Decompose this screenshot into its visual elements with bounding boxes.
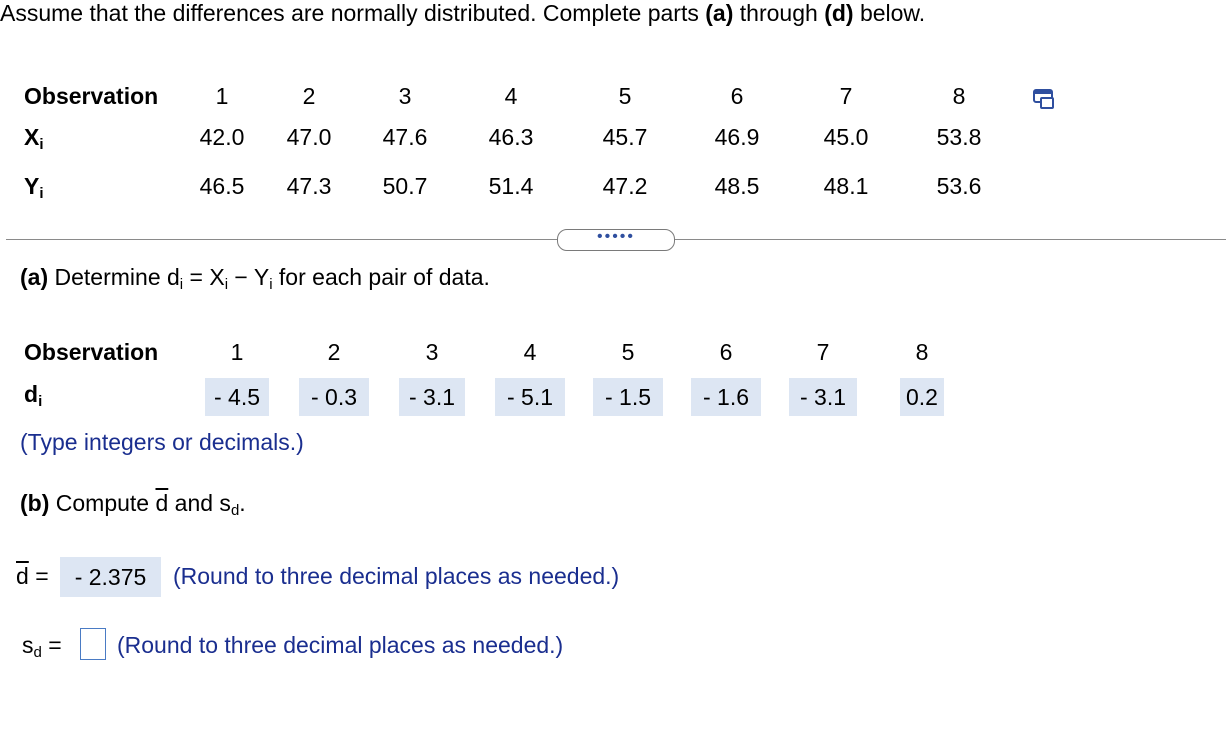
difference-answer: - 1.6: [691, 378, 761, 416]
table1-x-value: 45.0: [823, 124, 869, 150]
table2-observation-label: Observation: [24, 339, 159, 365]
table1-observation-label: Observation: [24, 83, 159, 109]
table1-y-value: 50.7: [382, 173, 428, 199]
intro-part-a: (a): [705, 0, 734, 26]
table2-observation: 8: [915, 339, 929, 365]
copy-table-icon[interactable]: [1032, 84, 1056, 110]
table2-observation: 2: [327, 339, 341, 365]
difference-answer: - 4.5: [205, 378, 269, 416]
table1-y-value: 47.2: [602, 173, 648, 199]
table1-x-value: 46.3: [488, 124, 534, 150]
table1-x-value: 46.9: [714, 124, 760, 150]
intro-prefix: Assume that the differences are normally distributed. Complete parts: [0, 0, 706, 26]
table1-observation: 3: [398, 83, 412, 109]
table1-x-value: 53.8: [936, 124, 982, 150]
intro-mid: through: [733, 0, 825, 26]
table1-y-value: 46.5: [199, 173, 245, 199]
table1-y-value: 47.3: [286, 173, 332, 199]
divider-line-left: [6, 239, 558, 240]
table1-x-label: $X_i$: [24, 124, 44, 153]
table1-observation: 8: [952, 83, 966, 109]
difference-answer: - 0.3: [299, 378, 369, 416]
dbar-hint: (Round to three decimal places as needed.): [173, 563, 620, 589]
table1-observation: 6: [730, 83, 744, 109]
dbar-label: $\overline{d}$ =: [16, 563, 49, 589]
part-a-hint: (Type integers or decimals.): [20, 429, 304, 455]
part-a-question: (a) Determine $d_i = X_i - Y_i$ for each pair of data.: [20, 264, 490, 293]
expand-divider-button[interactable]: •••••: [557, 229, 675, 251]
table2-observation: 7: [816, 339, 830, 365]
table1-observation: 7: [839, 83, 853, 109]
table2-observation: 1: [230, 339, 244, 365]
part-b-question: (b) Compute $\overline{d}$ and $s_d$.: [20, 490, 246, 519]
table1-x-value: 42.0: [199, 124, 245, 150]
table1-y-value: 48.5: [714, 173, 760, 199]
difference-answer: 0.2: [900, 378, 944, 416]
intro-part-d: (d): [824, 0, 854, 26]
table2-observation: 4: [523, 339, 537, 365]
sd-hint: (Round to three decimal places as needed.): [117, 632, 564, 658]
table1-observation: 1: [215, 83, 229, 109]
divider-line-right: [673, 239, 1226, 240]
intro-suffix: below.: [853, 0, 926, 26]
instructions-text: [0, 0, 1230, 27]
table1-observation: 5: [618, 83, 632, 109]
table2-observation: 6: [719, 339, 733, 365]
sd-input[interactable]: [80, 628, 106, 660]
difference-answer: - 5.1: [495, 378, 565, 416]
table2-observation: 3: [425, 339, 439, 365]
table1-x-value: 47.6: [382, 124, 428, 150]
dbar-answer: - 2.375: [60, 557, 161, 597]
difference-answer: - 1.5: [593, 378, 663, 416]
table1-x-value: 47.0: [286, 124, 332, 150]
table1-x-value: 45.7: [602, 124, 648, 150]
sd-label: $s_d$ =: [22, 632, 62, 661]
table1-y-label: $Y_i$: [24, 173, 44, 202]
table1-y-value: 51.4: [488, 173, 534, 199]
table1-y-value: 53.6: [936, 173, 982, 199]
table1-y-value: 48.1: [823, 173, 869, 199]
difference-answer: - 3.1: [789, 378, 857, 416]
table2-d-label: $d_i$: [24, 381, 43, 410]
difference-answer: - 3.1: [399, 378, 465, 416]
table1-observation: 4: [504, 83, 518, 109]
table1-observation: 2: [302, 83, 316, 109]
table2-observation: 5: [621, 339, 635, 365]
